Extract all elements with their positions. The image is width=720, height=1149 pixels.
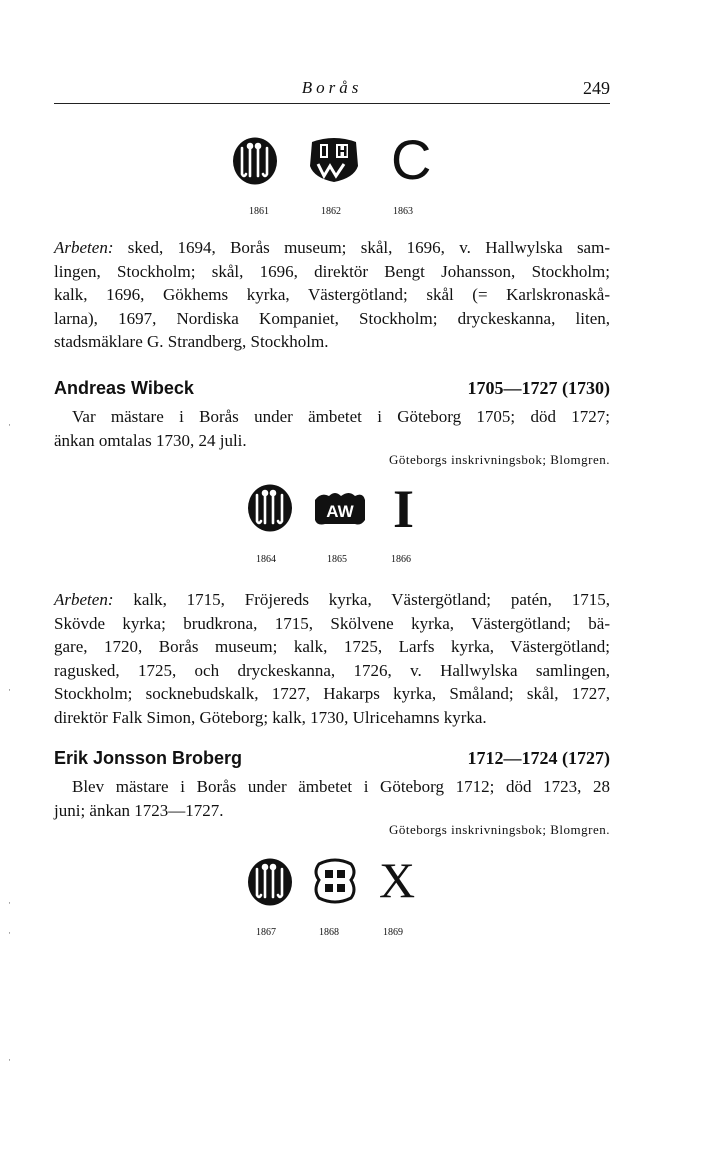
maker-bio: Var mästare i Borås under ämbetet i Göteborg 1705; död 1727; änkan omtalas 1730, 24 juli. — [54, 407, 610, 450]
city-mark-borås-icon — [246, 856, 294, 908]
hallmarks-row-top — [0, 128, 720, 223]
city-mark-borås-icon — [246, 482, 294, 534]
mark-number: 1866 — [391, 554, 411, 565]
maker-name: Andreas Wibeck — [54, 378, 194, 398]
works-paragraph-previous-maker: Arbeten: sked, 1694, Borås museum; skål, 1696, v. Hallwylska sam- lingen, Stockholm; skål, 1696, direktör Bengt Johansson, Stockholm; kalk, 1696, Gökhems kyrka, Västergötland; skål (= Karlskronaskå- larna), 1697, Nordiska Kompaniet, Stockholm; dryckeskanna, liten, stadsmäklare G. Strandberg, Stockholm. — [54, 238, 610, 351]
source-reference: Göteborgs inskrivningsbok; Blomgren. — [388, 452, 610, 467]
maker-mark-ihw-icon — [306, 136, 362, 186]
city-mark-borås-icon — [231, 136, 279, 186]
mark-number: 1869 — [383, 927, 403, 938]
running-head — [54, 78, 610, 102]
scan-speck: · — [8, 898, 11, 908]
scan-speck: · — [8, 420, 11, 430]
header-rule — [54, 103, 610, 104]
mark-number: 1867 — [256, 927, 276, 938]
mark-number: 1868 — [319, 927, 339, 938]
scan-speck: · — [8, 1055, 11, 1065]
scan-speck: · — [8, 685, 11, 695]
maker-initials: AW — [326, 502, 354, 521]
maker-years: 1712—1724 (1727) — [467, 748, 610, 768]
entry-heading-andreas-wibeck — [54, 378, 610, 404]
hallmarks-row-broberg — [0, 850, 720, 945]
date-letter-top: C — [391, 128, 432, 191]
mark-number: 1865 — [327, 554, 347, 565]
mark-number: 1862 — [321, 206, 341, 217]
works-lead: Arbeten: — [54, 590, 114, 609]
scan-speck: · — [8, 928, 11, 938]
date-letter: I — [393, 479, 415, 539]
works-lead: Arbeten: — [54, 238, 114, 257]
maker-mark-aw-icon — [311, 490, 369, 528]
works-paragraph-wibeck: Arbeten: kalk, 1715, Fröjereds kyrka, Västergötland; patén, 1715, Skövde kyrka; brudkrona, 1715, Skölvene kyrka, Västergötland; bä- gare, 1720, Borås museum; kalk, 1725, Larfs kyrka, Västergötland; ragusked, 1725, och dryckeskanna, 1726, v. Hallwylska samlingen, Stockholm; socknebudskalk, 1727, Hakarps kyrka, Småland; skål, 1727, direktör Falk Simon, Göteborg; kalk, 1730, Ulricehamns kyrka. — [54, 590, 610, 727]
page-number: 249 — [583, 78, 610, 98]
mark-number: 1861 — [249, 206, 269, 217]
hallmarks-row-wibeck — [0, 480, 720, 570]
maker-mark-ejb-icon — [313, 858, 357, 904]
date-letter: X — [379, 852, 416, 908]
maker-name: Erik Jonsson Broberg — [54, 748, 243, 768]
source-reference: Göteborgs inskrivningsbok; Blomgren. — [388, 822, 610, 837]
maker-years: 1705—1727 (1730) — [467, 378, 610, 398]
running-head-title: Borås — [301, 78, 363, 97]
entry-heading-erik-jonsson-broberg — [54, 748, 610, 774]
maker-bio: Blev mästare i Borås under ämbetet i Göteborg 1712; död 1723, 28 juni; änkan 1723—1727. — [54, 777, 610, 820]
mark-number: 1863 — [393, 206, 413, 217]
mark-number: 1864 — [256, 554, 276, 565]
